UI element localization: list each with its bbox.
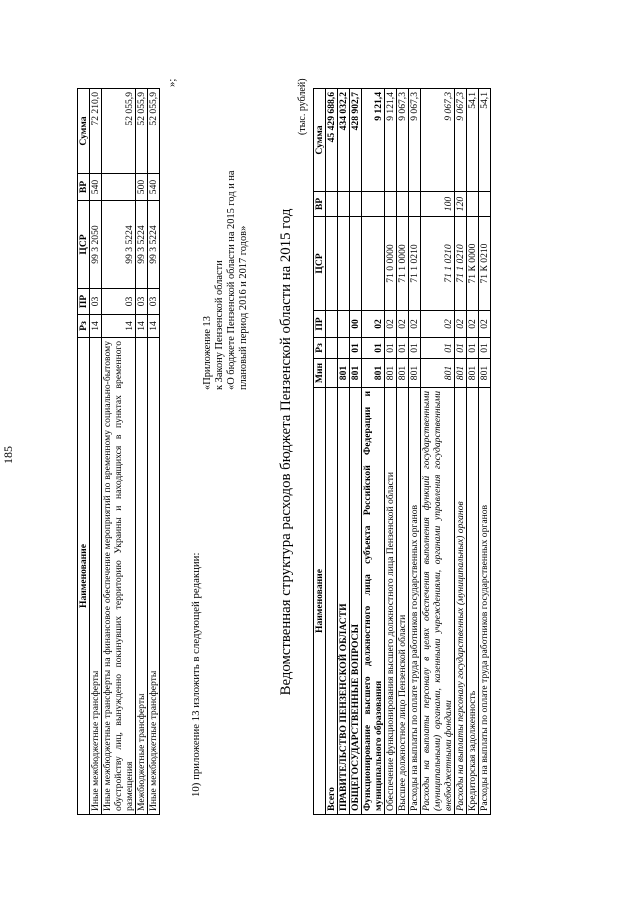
row-csr: 71 К 0000 [467, 217, 479, 311]
row-name: Расходы на выплаты персоналу в целях обеспечения выполнения функций государственными (муниципальными) органами, казенными учреждениями, органами управления государственными внебюджетными фондами [421, 388, 455, 815]
departmental-expenditure-table [313, 88, 491, 815]
row-vr [467, 192, 479, 217]
appendix-line: к Закону Пензенской области [214, 260, 225, 390]
row-vr [350, 192, 362, 217]
row-pr: 03 [148, 289, 160, 315]
row-pr: 02 [409, 311, 421, 338]
row-vr [326, 192, 338, 217]
row-min: 801 [455, 359, 467, 388]
row-csr: 71 1 0210 [409, 217, 421, 311]
row-sum: 9 121,4 [385, 89, 397, 192]
row-vr: 120 [455, 192, 467, 217]
col-header-vr: ВР [78, 174, 90, 201]
table-header-row [78, 89, 90, 815]
row-name: Расходы на выплаты персоналу государственных (муниципальных) органов [455, 388, 467, 815]
table-row [148, 89, 160, 815]
document-title: Ведомственная структура расходов бюджета Пензенской области на 2015 год [278, 208, 294, 696]
row-min: 801 [467, 359, 479, 388]
row-min: 801 [350, 359, 362, 388]
table-row [338, 89, 350, 815]
col-header-name: Наименование [314, 388, 326, 815]
row-sum: 72 210,0 [90, 89, 102, 174]
col-header-pr: ПР [314, 311, 326, 338]
col-header-pr: ПР [78, 289, 90, 315]
row-pr: 03 [136, 289, 148, 315]
row-rz: 01 [409, 338, 421, 359]
row-rz [338, 338, 350, 359]
row-min: 801 [421, 359, 455, 388]
table-row [409, 89, 421, 815]
table-row [136, 89, 148, 815]
row-rz: 01 [467, 338, 479, 359]
row-sum: 52 055,9 [136, 89, 148, 174]
row-csr: 71 К 0210 [479, 217, 491, 311]
row-name: Всего [326, 388, 338, 815]
row-name: Расходы на выплаты по оплате труда работников государственных органов [409, 388, 421, 815]
row-rz: 01 [385, 338, 397, 359]
row-pr [326, 311, 338, 338]
row-vr [397, 192, 409, 217]
row-pr: 00 [350, 311, 362, 338]
row-name: Межбюджетные трансферты [136, 338, 148, 815]
row-csr [326, 217, 338, 311]
row-pr: 02 [421, 311, 455, 338]
row-name: Иные межбюджетные трансферты [90, 338, 102, 815]
row-name: Высшее должностное лицо Пензенской области [397, 388, 409, 815]
appendix-caption [202, 170, 250, 390]
col-header-name: Наименование [78, 338, 90, 815]
table-row [479, 89, 491, 815]
row-csr: 71 1 0000 [397, 217, 409, 311]
row-csr: 71 0 0000 [385, 217, 397, 311]
row-pr: 02 [467, 311, 479, 338]
table-row [385, 89, 397, 815]
appendix-line: «Приложение 13 [202, 316, 213, 390]
col-header-rz: Рз [78, 315, 90, 338]
row-csr: 99 3 5224 [148, 201, 160, 289]
row-pr: 02 [479, 311, 491, 338]
row-vr: 540 [90, 174, 102, 201]
row-min: 801 [385, 359, 397, 388]
row-name: Расходы на выплаты по оплате труда работников государственных органов [479, 388, 491, 815]
row-sum: 9 067,3 [397, 89, 409, 192]
row-rz: 01 [455, 338, 467, 359]
units-label: (тыс. рублей) [297, 78, 308, 135]
row-vr [338, 192, 350, 217]
table-row [455, 89, 467, 815]
budget-table-top [77, 88, 160, 815]
col-header-min: Мин [314, 359, 326, 388]
row-min: 801 [397, 359, 409, 388]
row-rz [326, 338, 338, 359]
row-csr: 99 3 2050 [90, 201, 102, 289]
row-rz: 14 [148, 315, 160, 338]
row-sum: 54,1 [479, 89, 491, 192]
row-name: Функционирование высшего должностного лица субъекта Российской Федерации и муниципального образования [362, 388, 385, 815]
appendix-line: «О бюджете Пензенской области на 2015 год и на [226, 170, 237, 390]
row-sum: 45 429 688,6 [326, 89, 338, 192]
row-min: 801 [362, 359, 385, 388]
row-min: 801 [479, 359, 491, 388]
table-row [350, 89, 362, 815]
row-pr: 02 [362, 311, 385, 338]
row-pr: 03 [90, 289, 102, 315]
row-rz: 01 [362, 338, 385, 359]
row-pr: 02 [385, 311, 397, 338]
row-pr: 03 [102, 289, 136, 315]
page-number: 185 [1, 446, 15, 464]
row-csr [338, 217, 350, 311]
row-pr: 02 [397, 311, 409, 338]
row-vr [479, 192, 491, 217]
col-header-csr: ЦСР [78, 201, 90, 289]
row-pr: 02 [455, 311, 467, 338]
table-row [326, 89, 338, 815]
table-row [362, 89, 385, 815]
row-vr: 540 [148, 174, 160, 201]
row-sum: 54,1 [467, 89, 479, 192]
table-row [397, 89, 409, 815]
table-header-row [314, 89, 326, 815]
row-pr [338, 311, 350, 338]
row-rz: 01 [479, 338, 491, 359]
closing-mark: »; [166, 78, 178, 87]
row-sum: 52 055,9 [102, 89, 136, 174]
edit-instruction: 10) приложение 13 изложить в следующей редакции: [190, 552, 202, 797]
row-sum: 9 121,4 [362, 89, 385, 192]
col-header-csr: ЦСР [314, 217, 326, 311]
row-rz: 14 [136, 315, 148, 338]
row-rz: 01 [421, 338, 455, 359]
row-csr [350, 217, 362, 311]
row-csr: 99 3 5224 [102, 201, 136, 289]
row-csr: 71 1 0210 [455, 217, 467, 311]
row-name: Иные межбюджетные трансферты на финансовое обеспечение мероприятий по временному социально-бытовому обустройству лиц, вынужденно покинувших территорию Украины и находящихся в пунктах временного размещения [102, 338, 136, 815]
row-sum: 9 067,3 [409, 89, 421, 192]
row-vr [362, 192, 385, 217]
row-vr [102, 174, 136, 201]
row-name: ОБЩЕГОСУДАРСТВЕННЫЕ ВОПРОСЫ [350, 388, 362, 815]
table-row [90, 89, 102, 815]
row-rz: 01 [350, 338, 362, 359]
row-name: Иные межбюджетные трансферты [148, 338, 160, 815]
row-min [326, 359, 338, 388]
col-header-sum: Сумма [78, 89, 90, 174]
row-vr: 100 [421, 192, 455, 217]
row-name: Кредиторская задолженность [467, 388, 479, 815]
row-rz: 14 [90, 315, 102, 338]
row-csr: 99 3 5224 [136, 201, 148, 289]
table-row [467, 89, 479, 815]
col-header-sum: Сумма [314, 89, 326, 192]
row-sum: 9 067,3 [455, 89, 467, 192]
col-header-vr: ВР [314, 192, 326, 217]
row-sum: 52 055,9 [148, 89, 160, 174]
row-name: Обеспечение функционирования высшего должностного лица Пензенской области [385, 388, 397, 815]
row-vr [385, 192, 397, 217]
row-sum: 9 067,3 [421, 89, 455, 192]
row-min: 801 [409, 359, 421, 388]
row-vr: 500 [136, 174, 148, 201]
row-csr [362, 217, 385, 311]
row-rz: 14 [102, 315, 136, 338]
table-row [421, 89, 455, 815]
row-rz: 01 [397, 338, 409, 359]
row-csr: 71 1 0210 [421, 217, 455, 311]
appendix-line: плановый период 2016 и 2017 годов» [238, 225, 249, 390]
row-sum: 434 032,2 [338, 89, 350, 192]
row-vr [409, 192, 421, 217]
row-sum: 428 902,7 [350, 89, 362, 192]
table-row [102, 89, 136, 815]
col-header-rz: Рз [314, 338, 326, 359]
row-name: ПРАВИТЕЛЬСТВО ПЕНЗЕНСКОЙ ОБЛАСТИ [338, 388, 350, 815]
row-min: 801 [338, 359, 350, 388]
